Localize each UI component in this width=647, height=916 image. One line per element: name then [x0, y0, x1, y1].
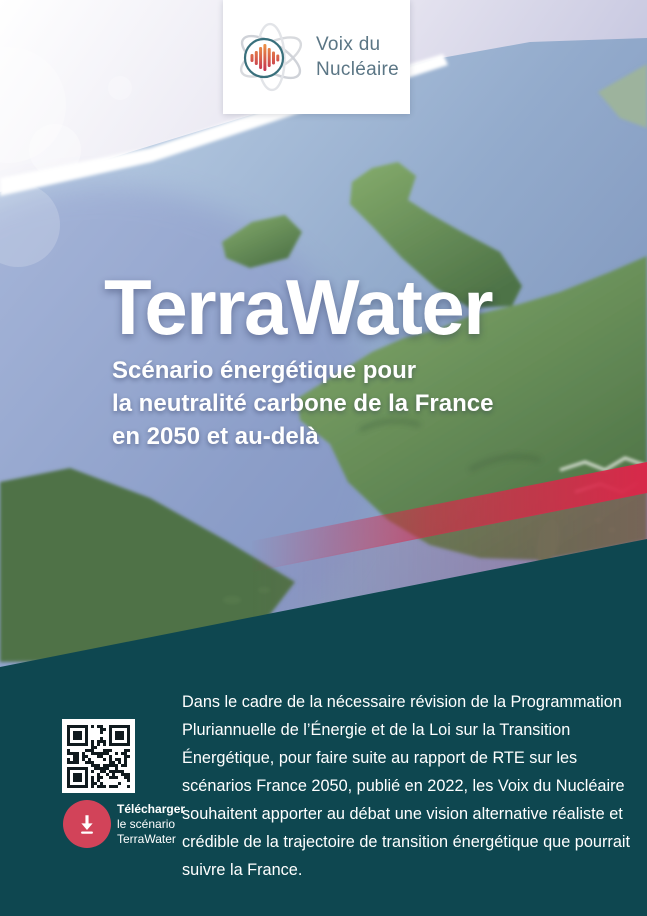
download-button[interactable]	[63, 800, 213, 850]
download-label-line-1: Télécharger	[117, 802, 186, 816]
intro-paragraph: Dans le cadre de la nécessaire révision de la Programmation Pluriannuelle de l’Énergie et de la Loi sur la Transition Énergétique, pour faire suite au rapport de RTE sur les scénarios France 2050, publié en 2022, les Voix du Nucléaire souhaitent apporter au débat une vision alternative réaliste et crédible de la trajectoire de transition énergétique que pourrait suivre la France.	[182, 693, 631, 879]
download-label-line-3: TerraWater	[117, 832, 176, 846]
subtitle-line-2: la neutralité carbone de la France	[112, 390, 494, 417]
logo	[223, 0, 410, 114]
atom-orbits-waveform-icon	[233, 20, 311, 94]
logo-line-1: Voix du	[316, 34, 381, 55]
subtitle-line-1: Scénario énergétique pour	[112, 357, 417, 384]
download-label-line-2: le scénario	[117, 817, 176, 831]
qr-code-modules	[67, 725, 130, 788]
page-subtitle	[112, 354, 493, 453]
logo-line-2: Nucléaire	[316, 59, 399, 80]
download-circle[interactable]	[63, 800, 111, 848]
qr-code	[62, 719, 135, 793]
page-title: TerraWater	[104, 263, 493, 351]
logo-wordmark	[316, 32, 399, 82]
download-label[interactable]	[117, 802, 185, 847]
subtitle-line-3: en 2050 et au-delà	[112, 423, 319, 450]
download-arrow-icon	[72, 809, 102, 839]
